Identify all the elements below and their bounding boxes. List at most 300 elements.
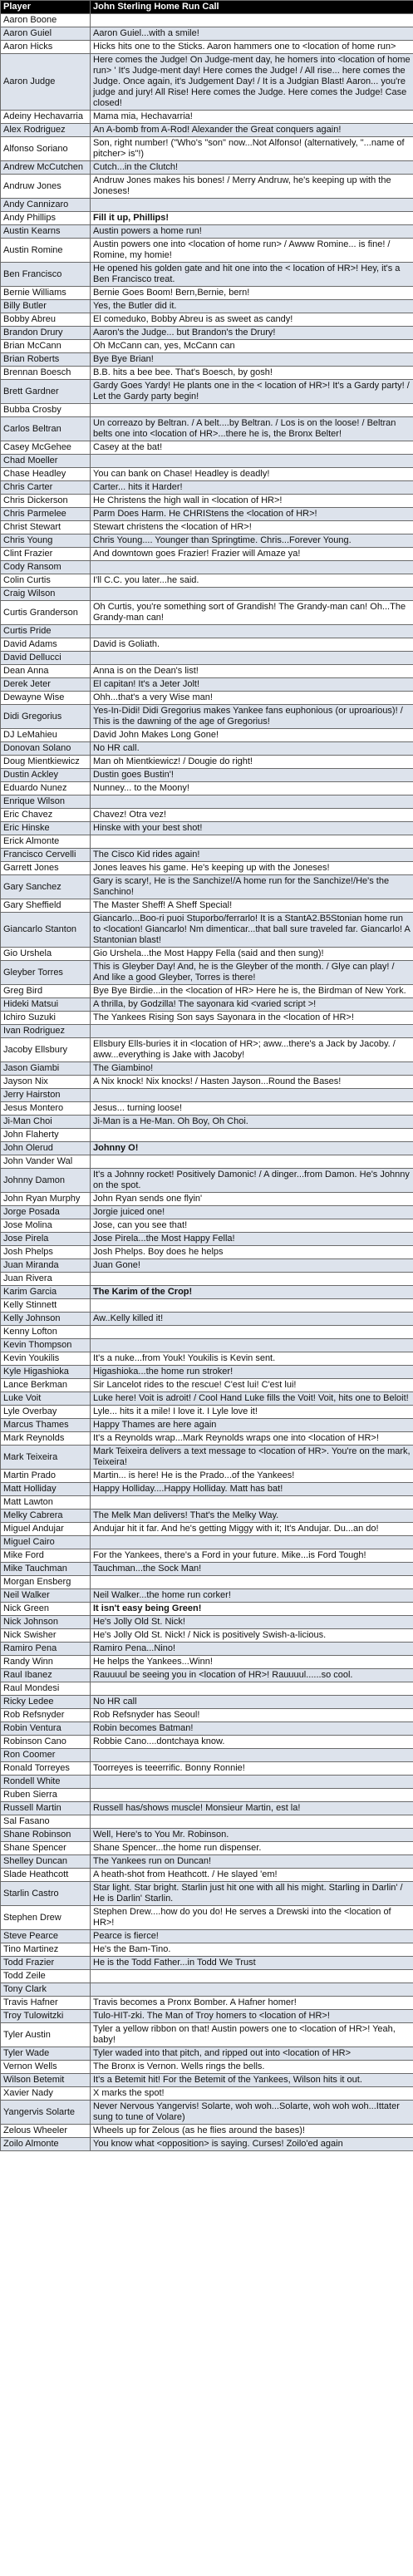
home-run-call-cell: Happy Holliday....Happy Holliday. Matt has bat! bbox=[91, 1483, 413, 1496]
table-row bbox=[1, 161, 413, 175]
table-row bbox=[1, 111, 413, 124]
home-run-call-cell: Bye Bye Birdie...in the <location of HR> Here he is, the Birdman of New York. bbox=[91, 985, 413, 998]
home-run-call-cell: Toorreyes is teeerrific. Bonny Ronnie! bbox=[91, 1762, 413, 1776]
home-run-call-cell bbox=[91, 14, 413, 27]
table-row bbox=[1, 1549, 413, 1563]
table-row bbox=[1, 1736, 413, 1749]
home-run-call-cell: Aaron Guiel...with a smile! bbox=[91, 27, 413, 41]
player-name-cell: Billy Butler bbox=[1, 300, 91, 313]
table-row bbox=[1, 1155, 413, 1169]
home-run-call-cell: Wheels up for Zelous (as he flies around the bases)! bbox=[91, 2125, 413, 2138]
table-row bbox=[1, 367, 413, 380]
home-run-call-cell: Jose, can you see that! bbox=[91, 1219, 413, 1233]
home-run-call-cell: David John Makes Long Gone! bbox=[91, 729, 413, 742]
player-name-cell: Eduardo Nunez bbox=[1, 782, 91, 795]
player-name-cell: Jayson Nix bbox=[1, 1076, 91, 1089]
player-name-cell: Zoilo Almonte bbox=[1, 2138, 91, 2151]
table-row bbox=[1, 212, 413, 225]
player-name-cell: Ji-Man Choi bbox=[1, 1116, 91, 1129]
home-run-call-cell: Stewart christens the <location of HR>! bbox=[91, 521, 413, 534]
player-name-cell: Chad Moeller bbox=[1, 455, 91, 468]
home-run-call-cell: Rob Refsnyder has Seoul! bbox=[91, 1709, 413, 1722]
table-row bbox=[1, 2087, 413, 2101]
table-row bbox=[1, 1523, 413, 1536]
player-name-cell: Dean Anna bbox=[1, 665, 91, 678]
home-run-call-cell: B.B. hits a bee bee. That's Boesch, by gosh! bbox=[91, 367, 413, 380]
home-run-call-cell: Mark Teixeira delivers a text message to <location of HR>. You're on the mark, Teixeira! bbox=[91, 1446, 413, 1470]
player-name-cell: Bobby Abreu bbox=[1, 313, 91, 327]
home-run-call-cell: Never Nervous Yangervis! Solarte, woh woh...Solarte, woh woh woh...Ittater sung to tune of Volare) bbox=[91, 2101, 413, 2125]
table-row bbox=[1, 809, 413, 822]
home-run-call-cell: Fill it up, Phillips! bbox=[91, 212, 413, 225]
home-run-call-cell: Sir Lancelot rides to the rescue! C'est lui! C'est lui! bbox=[91, 1379, 413, 1392]
player-name-cell: John Vander Wal bbox=[1, 1155, 91, 1169]
table-row bbox=[1, 1789, 413, 1802]
player-name-cell: Cody Ransom bbox=[1, 561, 91, 574]
table-row bbox=[1, 1656, 413, 1669]
player-name-cell: Nick Green bbox=[1, 1603, 91, 1616]
table-row bbox=[1, 239, 413, 263]
home-run-call-cell bbox=[91, 1129, 413, 1142]
player-name-cell: Mark Reynolds bbox=[1, 1432, 91, 1446]
table-row bbox=[1, 1616, 413, 1629]
home-run-call-cell bbox=[91, 1326, 413, 1339]
table-row bbox=[1, 1102, 413, 1116]
table-row bbox=[1, 1326, 413, 1339]
home-run-call-cell: Lyle... hits it a mile! I love it. I Lyle love it! bbox=[91, 1406, 413, 1419]
table-row bbox=[1, 1709, 413, 1722]
table-row bbox=[1, 2074, 413, 2087]
header-row bbox=[1, 1, 413, 14]
player-name-cell: Enrique Wilson bbox=[1, 795, 91, 809]
table-row bbox=[1, 300, 413, 313]
table-row bbox=[1, 588, 413, 601]
home-run-call-cell: The Melk Man delivers! That's the Melky Way. bbox=[91, 1510, 413, 1523]
table-row bbox=[1, 1470, 413, 1483]
player-name-cell: Doug Mientkiewicz bbox=[1, 756, 91, 769]
player-name-cell: Eric Hinske bbox=[1, 822, 91, 835]
player-name-cell: Wilson Betemit bbox=[1, 2074, 91, 2087]
home-run-call-cell: Dustin goes Bustin'! bbox=[91, 769, 413, 782]
home-run-call-cell bbox=[91, 1089, 413, 1102]
home-run-call-cell: For the Yankees, there's a Ford in your future. Mike...is Ford Tough! bbox=[91, 1549, 413, 1563]
home-run-call-cell: Nunney... to the Moony! bbox=[91, 782, 413, 795]
table-row bbox=[1, 1643, 413, 1656]
table-row bbox=[1, 548, 413, 561]
table-row bbox=[1, 692, 413, 705]
player-name-cell: Josh Phelps bbox=[1, 1246, 91, 1259]
table-row bbox=[1, 769, 413, 782]
player-name-cell: Giancarlo Stanton bbox=[1, 913, 91, 948]
table-row bbox=[1, 1682, 413, 1696]
player-name-cell: Casey McGehee bbox=[1, 441, 91, 455]
home-run-call-cell: The Karim of the Crop! bbox=[91, 1286, 413, 1299]
table-row bbox=[1, 1142, 413, 1155]
home-run-call-cell: Josh Phelps. Boy does he helps bbox=[91, 1246, 413, 1259]
player-name-cell: Troy Tulowitzki bbox=[1, 2010, 91, 2023]
home-run-call-cell: Parm Does Harm. He CHRIStens the <location of HR>! bbox=[91, 508, 413, 521]
table-row bbox=[1, 534, 413, 548]
home-run-call-cell: He's Jolly Old St. Nick! bbox=[91, 1616, 413, 1629]
player-name-cell: Bernie Williams bbox=[1, 287, 91, 300]
table-row bbox=[1, 2023, 413, 2047]
table-row bbox=[1, 1629, 413, 1643]
home-run-call-cell bbox=[91, 1536, 413, 1549]
home-run-call-cell: You can bank on Chase! Headley is deadly! bbox=[91, 468, 413, 481]
home-run-call-cell bbox=[91, 1025, 413, 1038]
home-run-call-cell: Ohh...that's a very Wise man! bbox=[91, 692, 413, 705]
table-row bbox=[1, 1392, 413, 1406]
table-row bbox=[1, 913, 413, 948]
player-name-cell: Andruw Jones bbox=[1, 175, 91, 199]
home-run-call-cell: Luke here! Voit is adroit! / Cool Hand Luke fills the Voit! Voit, hits one to Beloit! bbox=[91, 1392, 413, 1406]
home-run-call-cell: John Ryan sends one flyin' bbox=[91, 1193, 413, 1206]
home-run-call-cell: Yes-In-Didi! Didi Gregorius makes Yankee fans euphonious (or uproarious)! / This is the dawning of the age of Gregorius! bbox=[91, 705, 413, 729]
player-name-cell: Jason Giambi bbox=[1, 1062, 91, 1076]
home-run-call-cell bbox=[91, 588, 413, 601]
table-row bbox=[1, 353, 413, 367]
table-row bbox=[1, 1246, 413, 1259]
player-name-cell: Jose Molina bbox=[1, 1219, 91, 1233]
home-run-call-cell: Travis becomes a Pronx Bomber. A Hafner homer! bbox=[91, 1997, 413, 2010]
player-name-cell: Gleyber Torres bbox=[1, 961, 91, 985]
table-row bbox=[1, 263, 413, 287]
player-name-cell: Matt Lawton bbox=[1, 1496, 91, 1510]
player-name-cell: Kelly Stinnett bbox=[1, 1299, 91, 1313]
table-row bbox=[1, 1038, 413, 1062]
home-run-call-cell: Gardy Goes Yardy! He plants one in the < location of HR>! It's a Gardy party! / Let the Gardy party begin! bbox=[91, 380, 413, 404]
home-run-call-cell: Higashioka...the home run stroker! bbox=[91, 1366, 413, 1379]
player-name-cell: Tino Martinez bbox=[1, 1943, 91, 1957]
table-row bbox=[1, 1432, 413, 1446]
player-name-cell: Luke Voit bbox=[1, 1392, 91, 1406]
table-row bbox=[1, 175, 413, 199]
player-name-cell: Ichiro Suzuki bbox=[1, 1012, 91, 1025]
player-name-cell: Shelley Duncan bbox=[1, 1855, 91, 1869]
player-name-cell: Miguel Cairo bbox=[1, 1536, 91, 1549]
player-name-cell: Brandon Drury bbox=[1, 327, 91, 340]
player-name-cell: Donovan Solano bbox=[1, 742, 91, 756]
home-run-call-cell: It's a nuke...from Youk! Youkilis is Kevin sent. bbox=[91, 1352, 413, 1366]
player-name-cell: Gary Sheffield bbox=[1, 899, 91, 913]
player-name-cell: Brennan Boesch bbox=[1, 367, 91, 380]
home-run-call-cell bbox=[91, 1789, 413, 1802]
player-name-cell: Clint Frazier bbox=[1, 548, 91, 561]
table-row bbox=[1, 441, 413, 455]
table-row bbox=[1, 1930, 413, 1943]
player-name-cell: Alfonso Soriano bbox=[1, 137, 91, 161]
table-row bbox=[1, 1906, 413, 1930]
table-row bbox=[1, 1366, 413, 1379]
home-run-call-cell bbox=[91, 1983, 413, 1997]
home-run-call-cell: X marks the spot! bbox=[91, 2087, 413, 2101]
player-name-cell: Eric Chavez bbox=[1, 809, 91, 822]
table-row bbox=[1, 1983, 413, 1997]
player-name-cell: Ramiro Pena bbox=[1, 1643, 91, 1656]
home-run-call-cell bbox=[91, 1299, 413, 1313]
table-row bbox=[1, 1219, 413, 1233]
table-row bbox=[1, 455, 413, 468]
home-run-call-cell: Gio Urshela...the Most Happy Fella (said and then sung)! bbox=[91, 948, 413, 961]
table-row bbox=[1, 340, 413, 353]
table-row bbox=[1, 998, 413, 1012]
home-run-call-cell: Rauuuul be seeing you in <location of HR>! Rauuuul......so cool. bbox=[91, 1669, 413, 1682]
table-row bbox=[1, 481, 413, 495]
table-row bbox=[1, 729, 413, 742]
table-row bbox=[1, 1882, 413, 1906]
player-name-cell: Tyler Austin bbox=[1, 2023, 91, 2047]
home-run-call-cell: Andruw Jones makes his bones! / Merry Andruw, he's keeping up with the Joneses! bbox=[91, 175, 413, 199]
home-run-call-cell bbox=[91, 1576, 413, 1589]
player-name-cell: Raul Ibanez bbox=[1, 1669, 91, 1682]
table-row bbox=[1, 2010, 413, 2023]
player-name-cell: Erick Almonte bbox=[1, 835, 91, 849]
table-row bbox=[1, 1169, 413, 1193]
home-run-call-cell: David is Goliath. bbox=[91, 638, 413, 652]
player-name-cell: Colin Curtis bbox=[1, 574, 91, 588]
player-name-cell: Tony Clark bbox=[1, 1983, 91, 1997]
table-row bbox=[1, 1012, 413, 1025]
table-row bbox=[1, 27, 413, 41]
home-run-call-cell: Pearce is fierce! bbox=[91, 1930, 413, 1943]
table-row bbox=[1, 2125, 413, 2138]
player-name-cell: Gio Urshela bbox=[1, 948, 91, 961]
home-run-call-cell: Bernie Goes Boom! Bern,Bernie, bern! bbox=[91, 287, 413, 300]
player-name-cell: Melky Cabrera bbox=[1, 1510, 91, 1523]
player-name-cell: Gary Sanchez bbox=[1, 875, 91, 899]
table-row bbox=[1, 2138, 413, 2151]
home-run-call-cell: Man oh Mientkiewicz! / Dougie do right! bbox=[91, 756, 413, 769]
home-run-call-cell: Bye Bye Brian! bbox=[91, 353, 413, 367]
player-name-cell: Miguel Andujar bbox=[1, 1523, 91, 1536]
home-run-call-cell: Anna is on the Dean's list! bbox=[91, 665, 413, 678]
player-name-cell: Stephen Drew bbox=[1, 1906, 91, 1930]
player-name-cell: Xavier Nady bbox=[1, 2087, 91, 2101]
table-row bbox=[1, 835, 413, 849]
home-run-call-cell: A heath-shot from Heathcott. / He slayed 'em! bbox=[91, 1869, 413, 1882]
home-run-call-cell: Robin becomes Batman! bbox=[91, 1722, 413, 1736]
player-name-cell: Hideki Matsui bbox=[1, 998, 91, 1012]
player-name-cell: Adeiny Hechavarria bbox=[1, 111, 91, 124]
table-row bbox=[1, 521, 413, 534]
player-name-cell: Robinson Cano bbox=[1, 1736, 91, 1749]
table-row bbox=[1, 14, 413, 27]
player-name-cell: Garrett Jones bbox=[1, 862, 91, 875]
player-name-cell: Mark Teixeira bbox=[1, 1446, 91, 1470]
table-row bbox=[1, 1339, 413, 1352]
home-run-call-cell: Ellsbury Ells-buries it in <location of HR>; aww...there's a Jack by Jacoby. / aww...everything is Jake with Jacoby! bbox=[91, 1038, 413, 1062]
home-run-call-cell: Star light. Star bright. Starlin just hit one with all his might. Starling in Darlin' / He is Darlin' Starlin. bbox=[91, 1882, 413, 1906]
player-name-cell: Zelous Wheeler bbox=[1, 2125, 91, 2138]
home-run-call-cell: It's a Johnny rocket! Positively Damonic! / A dinger...from Damon. He's Johnny on the spot. bbox=[91, 1169, 413, 1193]
table-row bbox=[1, 495, 413, 508]
home-run-call-cell bbox=[91, 1339, 413, 1352]
player-name-cell: Ron Coomer bbox=[1, 1749, 91, 1762]
home-run-call-cell: It isn't easy being Green! bbox=[91, 1603, 413, 1616]
player-name-cell: Robin Ventura bbox=[1, 1722, 91, 1736]
player-name-cell: Travis Hafner bbox=[1, 1997, 91, 2010]
table-row bbox=[1, 795, 413, 809]
table-body bbox=[1, 14, 413, 2151]
home-run-call-cell: He opened his golden gate and hit one into the < location of HR>! Hey, it's a Ben Francisco treat. bbox=[91, 263, 413, 287]
player-name-cell: Ben Francisco bbox=[1, 263, 91, 287]
player-name-cell: Jorge Posada bbox=[1, 1206, 91, 1219]
table-row bbox=[1, 2101, 413, 2125]
home-run-call-cell: And downtown goes Frazier! Frazier will Amaze ya! bbox=[91, 548, 413, 561]
table-row bbox=[1, 652, 413, 665]
player-name-cell: Chris Young bbox=[1, 534, 91, 548]
player-name-cell: Aaron Hicks bbox=[1, 41, 91, 54]
player-name-cell: Lance Berkman bbox=[1, 1379, 91, 1392]
home-run-call-cell bbox=[91, 1970, 413, 1983]
table-row bbox=[1, 1193, 413, 1206]
home-run-call-cell bbox=[91, 1496, 413, 1510]
table-row bbox=[1, 665, 413, 678]
home-run-call-cell bbox=[91, 1682, 413, 1696]
home-run-call-cell: The Master Sheff! A Sheff Special! bbox=[91, 899, 413, 913]
table-row bbox=[1, 948, 413, 961]
home-run-call-cell: El comeduko, Bobby Abreu is as sweet as candy! bbox=[91, 313, 413, 327]
table-row bbox=[1, 199, 413, 212]
home-run-call-cell: Juan Gone! bbox=[91, 1259, 413, 1273]
player-name-cell: Mike Ford bbox=[1, 1549, 91, 1563]
home-run-call-cell: Ji-Man is a He-Man. Oh Boy, Oh Choi. bbox=[91, 1116, 413, 1129]
table-row bbox=[1, 1496, 413, 1510]
home-run-call-cell: The Giambino! bbox=[91, 1062, 413, 1076]
home-run-call-cell bbox=[91, 625, 413, 638]
table-row bbox=[1, 1076, 413, 1089]
table-row bbox=[1, 875, 413, 899]
player-name-cell: Russell Martin bbox=[1, 1802, 91, 1815]
home-run-call-cell: Andujar hit it far. And he's getting Miggy with it; It's Andujar. Du...an do! bbox=[91, 1523, 413, 1536]
player-name-cell: Alex Rodriguez bbox=[1, 124, 91, 137]
table-row bbox=[1, 601, 413, 625]
table-row bbox=[1, 1116, 413, 1129]
player-name-cell: Chris Carter bbox=[1, 481, 91, 495]
home-run-call-cell bbox=[91, 652, 413, 665]
player-name-cell: Sal Fasano bbox=[1, 1815, 91, 1829]
player-name-cell: Vernon Wells bbox=[1, 2061, 91, 2074]
table-row bbox=[1, 1563, 413, 1576]
table-row bbox=[1, 1815, 413, 1829]
home-run-call-cell: Cutch...in the Clutch! bbox=[91, 161, 413, 175]
player-name-cell: Starlin Castro bbox=[1, 1882, 91, 1906]
table-row bbox=[1, 1749, 413, 1762]
player-name-cell: Ricky Ledee bbox=[1, 1696, 91, 1709]
player-name-cell: Craig Wilson bbox=[1, 588, 91, 601]
table-row bbox=[1, 137, 413, 161]
player-name-cell: Steve Pearce bbox=[1, 1930, 91, 1943]
table-row bbox=[1, 287, 413, 300]
table-row bbox=[1, 1233, 413, 1246]
table-row bbox=[1, 678, 413, 692]
player-name-cell: Curtis Granderson bbox=[1, 601, 91, 625]
home-run-call-cell: You know what <opposition> is saying. Curses! Zoilo'ed again bbox=[91, 2138, 413, 2151]
player-name-cell: Andy Cannizaro bbox=[1, 199, 91, 212]
player-name-cell: Andrew McCutchen bbox=[1, 161, 91, 175]
player-name-cell: Marcus Thames bbox=[1, 1419, 91, 1432]
table-row bbox=[1, 1259, 413, 1273]
table-row bbox=[1, 1206, 413, 1219]
home-run-call-cell: It's a Betemit hit! For the Betemit of the Yankees, Wilson hits it out. bbox=[91, 2074, 413, 2087]
table-row bbox=[1, 54, 413, 111]
player-name-cell: Jerry Hairston bbox=[1, 1089, 91, 1102]
table-row bbox=[1, 468, 413, 481]
home-run-call-cell: A thrilla, by Godzilla! The sayonara kid <varied script >! bbox=[91, 998, 413, 1012]
home-run-call-cell: Robbie Cano....dontchaya know. bbox=[91, 1736, 413, 1749]
player-name-cell: Aaron Judge bbox=[1, 54, 91, 111]
player-name-cell: Kevin Thompson bbox=[1, 1339, 91, 1352]
table-row bbox=[1, 327, 413, 340]
player-name-cell: Shane Robinson bbox=[1, 1829, 91, 1842]
player-name-cell: Slade Heathcott bbox=[1, 1869, 91, 1882]
table-row bbox=[1, 124, 413, 137]
home-run-call-cell: A Nix knock! Nix knocks! / Hasten Jayson...Round the Bases! bbox=[91, 1076, 413, 1089]
home-run-call-cell: This is Gleyber Day! And, he is the Gleyber of the month. / Glye can play! / And like a good Gleyber, Torres is there! bbox=[91, 961, 413, 985]
player-name-cell: Francisco Cervelli bbox=[1, 849, 91, 862]
home-run-call-cell: Aw..Kelly killed it! bbox=[91, 1313, 413, 1326]
table-row bbox=[1, 1829, 413, 1842]
player-name-cell: Yangervis Solarte bbox=[1, 2101, 91, 2125]
home-run-call-cell: Oh Curtis, you're something sort of Grandish! The Grandy-man can! Oh...The Grandy-man can! bbox=[91, 601, 413, 625]
home-run-call-cell: Ramiro Pena...Nino! bbox=[91, 1643, 413, 1656]
home-run-call-cell: Giancarlo...Boo-ri puoi Stuporbo/ferrarlo! It is a StantA2.B5Stonian home run to <location! Giancarlo! Nm dimenticar...that ball sure traveled far. Giancarlo! A Stantonian blast! bbox=[91, 913, 413, 948]
player-name-cell: Nick Johnson bbox=[1, 1616, 91, 1629]
player-name-cell: David Dellucci bbox=[1, 652, 91, 665]
home-run-call-cell: He's Jolly Old St. Nick! / Nick is positively Swish-a-licious. bbox=[91, 1629, 413, 1643]
table-row bbox=[1, 561, 413, 574]
player-name-cell: Nick Swisher bbox=[1, 1629, 91, 1643]
table-row bbox=[1, 1419, 413, 1432]
home-run-call-cell bbox=[91, 1273, 413, 1286]
player-name-cell: Aaron Boone bbox=[1, 14, 91, 27]
player-name-cell: Raul Mondesi bbox=[1, 1682, 91, 1696]
table-row bbox=[1, 574, 413, 588]
home-run-call-cell: Oh McCann can, yes, McCann can bbox=[91, 340, 413, 353]
table-row bbox=[1, 1943, 413, 1957]
player-name-cell: Ronald Torreyes bbox=[1, 1762, 91, 1776]
table-row bbox=[1, 1762, 413, 1776]
player-name-cell: Todd Zeile bbox=[1, 1970, 91, 1983]
player-name-cell: Neil Walker bbox=[1, 1589, 91, 1603]
player-name-cell: Tyler Wade bbox=[1, 2047, 91, 2061]
home-run-call-cell: He helps the Yankees...Winn! bbox=[91, 1656, 413, 1669]
home-run-call-cell: He's the Bam-Tino. bbox=[91, 1943, 413, 1957]
home-run-call-cell: The Yankees run on Duncan! bbox=[91, 1855, 413, 1869]
table-row bbox=[1, 756, 413, 769]
player-name-cell: Ivan Rodriguez bbox=[1, 1025, 91, 1038]
player-name-cell: Rondell White bbox=[1, 1776, 91, 1789]
home-run-call-cell: Johnny O! bbox=[91, 1142, 413, 1155]
player-name-cell: Randy Winn bbox=[1, 1656, 91, 1669]
table-row bbox=[1, 1603, 413, 1616]
home-run-call-cell: The Bronx is Vernon. Wells rings the bells. bbox=[91, 2061, 413, 2074]
table-row bbox=[1, 1776, 413, 1789]
home-run-call-cell: Mama mia, Hechavarria! bbox=[91, 111, 413, 124]
home-run-call-cell: Jones leaves his game. He's keeping up with the Joneses! bbox=[91, 862, 413, 875]
table-row bbox=[1, 1062, 413, 1076]
player-name-cell: Kevin Youkilis bbox=[1, 1352, 91, 1366]
player-name-cell: Curtis Pride bbox=[1, 625, 91, 638]
player-name-cell: Ruben Sierra bbox=[1, 1789, 91, 1802]
player-name-cell: Derek Jeter bbox=[1, 678, 91, 692]
home-run-call-cell: No HR call. bbox=[91, 742, 413, 756]
table-row bbox=[1, 2047, 413, 2061]
player-name-cell: Carlos Beltran bbox=[1, 417, 91, 441]
table-row bbox=[1, 1025, 413, 1038]
player-name-cell: Chris Dickerson bbox=[1, 495, 91, 508]
table-row bbox=[1, 1842, 413, 1855]
